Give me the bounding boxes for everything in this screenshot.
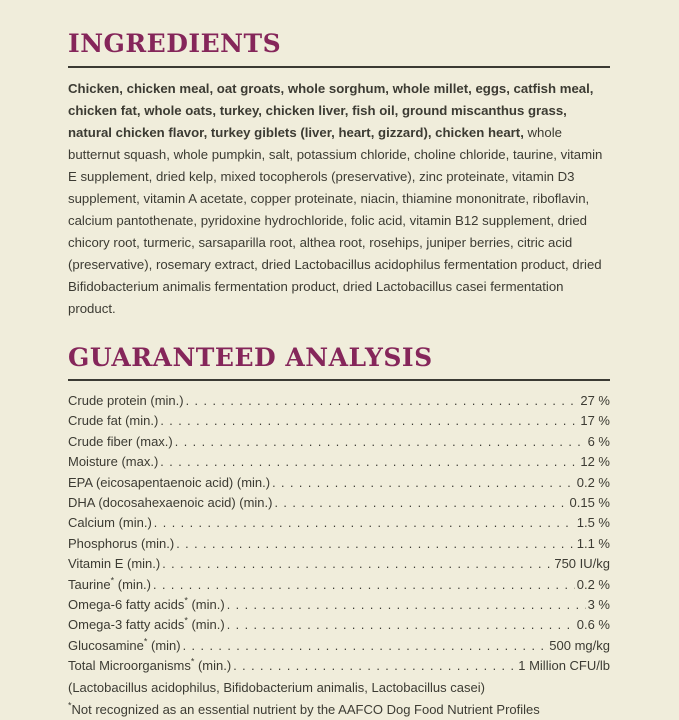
analysis-row xyxy=(68,411,610,431)
ingredients-primary-list: Chicken, chicken meal, oat groats, whole sorghum, whole millet, eggs, catfish meal, chicken fat, whole oats, turkey, chicken liver, fish oil, ground miscanthus grass, natural chicken flavor, turkey giblets (liver, heart, gizzard), chicken heart, xyxy=(68,80,594,140)
leader-dots xyxy=(162,554,552,574)
analysis-value: 1.1 % xyxy=(576,535,610,551)
leader-dots xyxy=(186,391,579,411)
analysis-row xyxy=(68,391,610,411)
leader-dots xyxy=(160,411,578,431)
analysis-row xyxy=(68,432,610,452)
analysis-label: Vitamin E (min.) xyxy=(68,556,161,572)
analysis-label: Crude fat (min.) xyxy=(68,413,159,429)
analysis-value: 500 mg/kg xyxy=(549,637,610,653)
ingredients-text xyxy=(68,78,610,320)
analysis-value: 0.2 % xyxy=(576,474,610,490)
analysis-value: 12 % xyxy=(580,454,610,470)
ingredients-divider xyxy=(68,66,610,68)
analysis-label: Omega-3 fatty acids* (min.) xyxy=(68,616,225,633)
footnote-reference-marker: * xyxy=(110,575,115,586)
microorganisms-detail: (Lactobacillus acidophilus, Bifidobacterium animalis, Lactobacillus casei) xyxy=(68,679,485,695)
analysis-label: Omega-6 fatty acids* (min.) xyxy=(68,595,225,613)
leader-dots xyxy=(227,595,586,615)
footnote-reference-marker: * xyxy=(143,636,148,647)
analysis-label: Phosphorus (min.) xyxy=(68,535,175,551)
analysis-row xyxy=(68,513,610,533)
analysis-label: Moisture (max.) xyxy=(68,454,159,470)
analysis-value: 17 % xyxy=(580,413,610,429)
analysis-row xyxy=(68,493,610,513)
analysis-row xyxy=(68,636,610,656)
analysis-value: 1 Million CFU/lb xyxy=(518,658,610,674)
guaranteed-analysis-divider xyxy=(68,379,610,381)
guaranteed-analysis-table xyxy=(68,391,610,677)
leader-dots xyxy=(154,513,575,533)
leader-dots xyxy=(233,656,516,676)
leader-dots xyxy=(175,432,586,452)
guaranteed-analysis-title: GUARANTEED ANALYSIS xyxy=(68,342,433,372)
analysis-value: 750 IU/kg xyxy=(554,556,610,572)
leader-dots xyxy=(183,636,548,656)
ingredients-secondary-list: whole butternut squash, whole pumpkin, salt, potassium chloride, choline chloride, taurine, vitamin E supplement, dried kelp, mixed tocopherols (preservative), zinc proteinate, vitamin D3 supplement, vitamin A acetate, copper proteinate, niacin, thiamine mononitrate, riboflavin, calcium pantothenate, pyridoxine hydrochloride, folic acid, vitamin B12 supplement, dried chicory root, turmeric, sarsaparilla root, althea root, rosehips, juniper berries, citric acid (preservative), rosemary extract, dried Lactobacillus acidophilus fermentation product, dried Bifidobacterium animalis fermentation product, dried Lactobacillus casei fermentation product. xyxy=(68,124,603,316)
analysis-row xyxy=(68,575,610,595)
guaranteed-analysis-section xyxy=(68,344,610,720)
analysis-row xyxy=(68,554,610,574)
footnote-reference-marker: * xyxy=(190,656,195,667)
analysis-label: EPA (eicosapentaenoic acid) (min.) xyxy=(68,474,271,490)
analysis-value: 0.6 % xyxy=(576,617,610,633)
footnote xyxy=(68,699,610,720)
analysis-label: Glucosamine* (min) xyxy=(68,636,181,653)
analysis-label: Taurine* (min.) xyxy=(68,575,151,592)
analysis-value: 0.15 % xyxy=(569,495,610,511)
analysis-value: 6 % xyxy=(587,433,610,449)
leader-dots xyxy=(272,473,575,493)
analysis-row xyxy=(68,615,610,635)
ingredients-title: INGREDIENTS xyxy=(68,29,282,58)
footnote-reference-marker: * xyxy=(184,595,188,606)
analysis-value: 1.5 % xyxy=(576,515,610,531)
analysis-value: 3 % xyxy=(587,597,610,613)
analysis-label: Crude protein (min.) xyxy=(68,393,184,408)
footnote-marker: * xyxy=(68,700,72,711)
leader-dots xyxy=(153,575,575,595)
leader-dots xyxy=(227,615,575,635)
analysis-row xyxy=(68,595,610,615)
analysis-value: 27 % xyxy=(580,393,610,408)
leader-dots xyxy=(176,534,575,554)
analysis-row xyxy=(68,534,610,554)
leader-dots xyxy=(160,452,578,472)
analysis-row xyxy=(68,452,610,472)
analysis-label: DHA (docosahexaenoic acid) (min.) xyxy=(68,495,273,511)
analysis-label: Calcium (min.) xyxy=(68,515,152,531)
analysis-label: Crude fiber (max.) xyxy=(68,433,173,449)
leader-dots xyxy=(274,493,567,513)
analysis-value: 0.2 % xyxy=(576,576,610,592)
footnote-text: Not recognized as an essential nutrient by the AAFCO Dog Food Nutrient Profiles xyxy=(71,701,540,717)
analysis-label: Total Microorganisms* (min.) xyxy=(68,656,232,674)
footnote-reference-marker: * xyxy=(184,616,188,627)
analysis-row xyxy=(68,656,610,676)
ingredients-section xyxy=(68,30,610,320)
analysis-row xyxy=(68,473,610,493)
